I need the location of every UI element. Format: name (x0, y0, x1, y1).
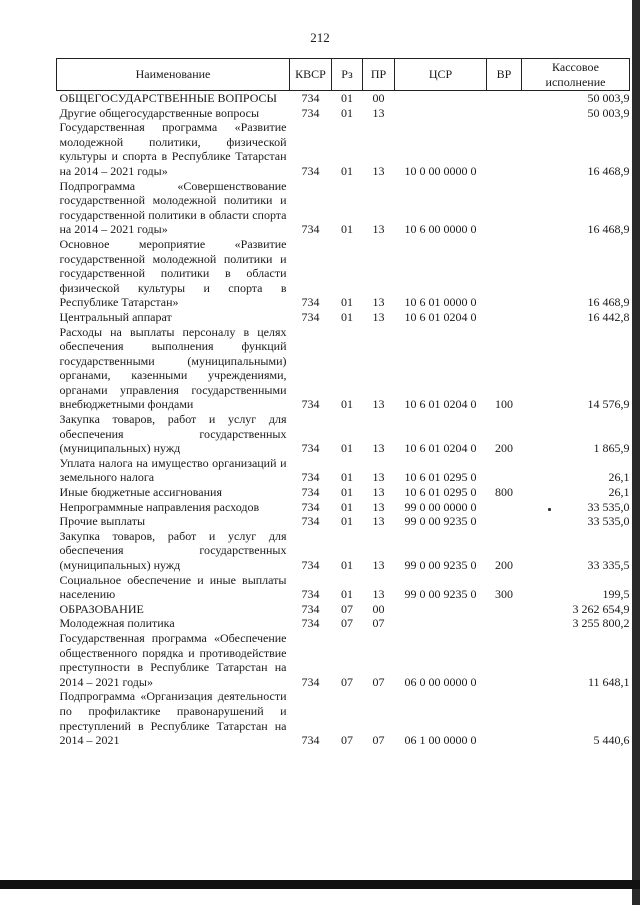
cell-name: Непрограммные направления расходов (59, 499, 260, 514)
cell-rz: 01 (341, 222, 353, 237)
cell-csr: 99 0 00 9235 0 (404, 587, 477, 602)
cell-kvsr: 734 (301, 733, 320, 748)
cell-name: Подпрограмма «Совершенствование государственной молодежной политики и государственной политики в области спорта на 2014 – 2021 годы» (59, 178, 287, 237)
cell-kvsr: 734 (301, 163, 320, 178)
cell-pr: 07 (372, 674, 385, 689)
cell-sum: 50 003,9 (587, 91, 630, 105)
table-row (57, 325, 630, 413)
cell-name: Государственная программа «Развитие молодежной политики, физической культуры и спорта в Республике Татарстан на 2014 – 2021 годы» (59, 120, 287, 178)
cell-name: Государственная программа «Обеспечение общественного порядка и противодействие преступности в Республике Татарстан на 2014 – 2021 годы» (59, 630, 287, 689)
cell-rz: 01 (341, 295, 353, 310)
cell-rz: 01 (341, 91, 353, 105)
cell-kvsr: 734 (301, 222, 320, 237)
table-row (57, 179, 630, 237)
cell-sum: 33 535,0 (587, 514, 630, 529)
cell-vr: 300 (495, 587, 513, 602)
cell-csr: 99 0 00 9235 0 (404, 558, 477, 572)
cell-csr: 99 0 00 9235 0 (404, 514, 477, 529)
cell-pr: 13 (372, 105, 385, 120)
cell-vr (487, 602, 522, 617)
cell-csr: 10 6 01 0204 0 (404, 441, 477, 456)
cell-pr: 13 (372, 470, 385, 485)
cell-vr (487, 514, 522, 529)
cell-name: ОБРАЗОВАНИЕ (59, 601, 144, 616)
header-kvsr: КВСР (290, 59, 332, 91)
cell-vr (487, 689, 522, 747)
table-row (57, 529, 630, 573)
cell-kvsr: 734 (301, 674, 320, 689)
cell-rz: 01 (341, 309, 353, 324)
header-rz: Рз (332, 59, 363, 91)
table-row (57, 91, 630, 106)
scan-edge-right (632, 0, 640, 905)
table-row (57, 616, 630, 631)
cell-pr: 13 (372, 397, 385, 412)
cell-vr: 100 (495, 397, 513, 412)
cell-sum: 50 003,9 (587, 105, 630, 120)
cell-vr: 200 (495, 558, 513, 572)
cell-kvsr: 734 (301, 616, 320, 631)
cell-rz: 01 (341, 485, 353, 500)
cell-vr (487, 456, 522, 485)
table-row (57, 573, 630, 602)
cell-pr: 13 (372, 499, 385, 514)
cell-sum: 3 262 654,9 (572, 601, 630, 616)
table-row (57, 500, 630, 515)
cell-vr (487, 91, 522, 106)
cell-rz: 01 (341, 397, 353, 412)
cell-rz: 07 (341, 674, 353, 689)
header-sum (522, 59, 630, 91)
cell-pr: 13 (372, 587, 385, 602)
cell-name: Закупка товаров, работ и услуг для обеспечения государственных (муниципальных) нужд (59, 412, 287, 456)
cell-kvsr: 734 (301, 499, 320, 514)
cell-kvsr: 734 (301, 558, 320, 572)
header-sum-line1: Кассовое (552, 59, 599, 74)
cell-name: Уплата налога на имущество организаций и земельного налога (59, 455, 287, 485)
cell-name: Молодежная политика (59, 616, 175, 631)
cell-vr: 800 (495, 485, 513, 500)
cell-rz: 01 (341, 587, 353, 602)
cell-name: Другие общегосударственные вопросы (59, 105, 260, 120)
cell-kvsr: 734 (301, 485, 320, 500)
budget-execution-table (56, 58, 630, 748)
cell-sum: 33 335,5 (587, 558, 630, 572)
cell-pr: 00 (372, 601, 385, 616)
cell-kvsr: 734 (301, 587, 320, 602)
cell-csr (395, 602, 487, 617)
table-row (57, 237, 630, 310)
cell-name: Социальное обеспечение и иные выплаты населению (59, 572, 287, 602)
cell-rz: 01 (341, 514, 353, 529)
cell-vr (487, 120, 522, 178)
cell-pr: 07 (372, 733, 385, 748)
table-row (57, 412, 630, 456)
cell-pr: 13 (372, 222, 385, 237)
cell-pr: 13 (372, 309, 385, 324)
cell-vr (487, 106, 522, 121)
cell-kvsr: 734 (301, 514, 320, 529)
table-row (57, 602, 630, 617)
cell-kvsr: 734 (301, 441, 320, 456)
header-csr: ЦСР (395, 59, 487, 91)
cell-name: Иные бюджетные ассигнования (59, 485, 222, 500)
header-name: Наименование (57, 59, 290, 91)
cell-vr (487, 310, 522, 325)
cell-sum: 5 440,6 (593, 733, 630, 748)
cell-name: Основное мероприятие «Развитие государственной молодежной политики и государственной политики в области физической культуры и спорта в Республике Татарстан» (59, 236, 287, 310)
table-row (57, 120, 630, 178)
cell-rz: 07 (341, 616, 353, 631)
header-vr: ВР (487, 59, 522, 91)
cell-pr: 00 (372, 91, 385, 105)
cell-sum: 16 468,9 (587, 163, 630, 178)
cell-name: Закупка товаров, работ и услуг для обеспечения государственных (муниципальных) нужд (59, 528, 287, 572)
cell-kvsr: 734 (301, 601, 320, 616)
cell-sum: 26,1 (608, 485, 630, 500)
cell-kvsr: 734 (301, 91, 320, 105)
cell-vr (487, 237, 522, 310)
cell-pr: 13 (372, 441, 385, 456)
cell-name: Расходы на выплаты персоналу в целях обеспечения выполнения функций государственными (муниципальными) органами, казенными учреждениями, органами управления государственными внебюджетными фондами (59, 324, 287, 412)
cell-vr (487, 631, 522, 689)
cell-csr: 06 0 00 0000 0 (404, 674, 477, 689)
cell-sum: 16 468,9 (587, 295, 630, 310)
cell-csr: 99 0 00 0000 0 (404, 499, 477, 514)
cell-csr (395, 616, 487, 631)
cell-pr: 13 (372, 514, 385, 529)
cell-sum: 3 255 800,2 (572, 616, 630, 631)
cell-sum: 26,1 (608, 470, 630, 485)
cell-csr: 10 6 01 0204 0 (404, 397, 477, 412)
cell-vr: 200 (495, 441, 513, 456)
cell-csr (395, 91, 487, 106)
cell-csr: 10 6 01 0204 0 (404, 309, 477, 324)
cell-rz: 01 (341, 441, 353, 456)
cell-name: Центральный аппарат (59, 309, 172, 324)
cell-csr: 10 6 01 0295 0 (404, 485, 477, 500)
cell-name: Прочие выплаты (59, 514, 146, 529)
header-sum-line2: исполнение (545, 74, 606, 89)
cell-sum: 11 648,1 (587, 674, 630, 689)
cell-name: Подпрограмма «Организация деятельности по профилактике правонарушений и преступлений в Республике Татарстан на 2014 – 2021 (59, 689, 287, 748)
cell-sum: 16 442,8 (587, 309, 630, 324)
cell-sum: 14 576,9 (587, 397, 630, 412)
cell-kvsr: 734 (301, 470, 320, 485)
cell-csr: 10 6 01 0000 0 (404, 295, 477, 310)
table-row (57, 456, 630, 485)
header-pr: ПР (363, 59, 395, 91)
table-row (57, 485, 630, 500)
cell-vr (487, 500, 522, 515)
table-body (57, 91, 630, 748)
cell-pr: 13 (372, 558, 385, 572)
cell-csr: 10 0 00 0000 0 (404, 163, 477, 178)
cell-csr: 10 6 01 0295 0 (404, 470, 477, 485)
scan-edge-bottom (0, 880, 640, 889)
cell-pr: 13 (372, 485, 385, 500)
table-row (57, 106, 630, 121)
scan-mark (548, 508, 551, 511)
cell-sum: 16 468,9 (587, 222, 630, 237)
cell-rz: 01 (341, 163, 353, 178)
cell-csr (395, 106, 487, 121)
cell-sum: 1 865,9 (593, 441, 630, 456)
page-number: 212 (310, 30, 330, 45)
table-header-row (57, 59, 630, 91)
cell-pr: 13 (372, 163, 385, 178)
cell-vr (487, 179, 522, 237)
cell-csr: 06 1 00 0000 0 (404, 733, 477, 748)
cell-kvsr: 734 (301, 105, 320, 120)
cell-name: ОБЩЕГОСУДАРСТВЕННЫЕ ВОПРОСЫ (59, 91, 277, 105)
cell-rz: 01 (341, 105, 353, 120)
cell-pr: 07 (372, 616, 385, 631)
table-row (57, 689, 630, 747)
cell-kvsr: 734 (301, 309, 320, 324)
cell-rz: 07 (341, 733, 353, 748)
cell-vr (487, 616, 522, 631)
cell-sum: 33 535,0 (587, 499, 630, 514)
cell-csr: 10 6 00 0000 0 (404, 222, 477, 237)
cell-rz: 07 (341, 601, 353, 616)
table-row (57, 631, 630, 689)
cell-kvsr: 734 (301, 397, 320, 412)
cell-rz: 01 (341, 470, 353, 485)
cell-pr: 13 (372, 295, 385, 310)
table-row (57, 514, 630, 529)
cell-sum: 199,5 (602, 587, 630, 602)
cell-kvsr: 734 (301, 295, 320, 310)
cell-rz: 01 (341, 558, 353, 572)
table-row (57, 310, 630, 325)
cell-rz: 01 (341, 499, 353, 514)
